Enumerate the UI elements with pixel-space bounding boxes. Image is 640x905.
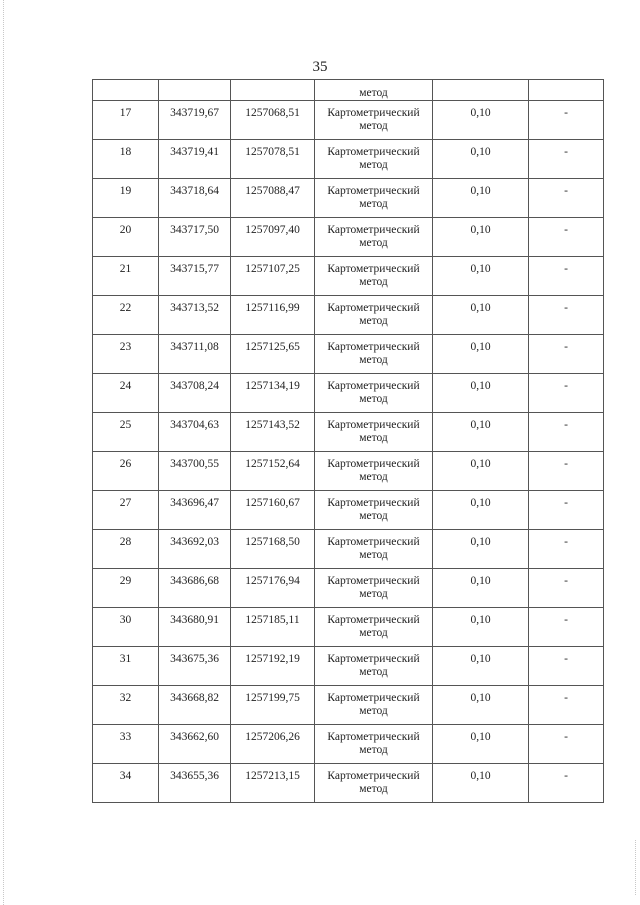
cell-point-number: 23	[93, 335, 159, 374]
cell-description: -	[529, 530, 604, 569]
cell-accuracy: 0,10	[433, 101, 529, 140]
cell-description: -	[529, 218, 604, 257]
cell-description: -	[529, 452, 604, 491]
cell-coordinate-y: 1257068,51	[231, 101, 315, 140]
table-row	[93, 218, 604, 257]
table-row	[93, 101, 604, 140]
cell-coordinate-y	[231, 80, 315, 101]
cell-method: Картометрический метод	[315, 374, 433, 413]
table-row	[93, 569, 604, 608]
cell-description: -	[529, 608, 604, 647]
cell-coordinate-y: 1257078,51	[231, 140, 315, 179]
cell-coordinate-y: 1257107,25	[231, 257, 315, 296]
cell-coordinate-x: 343718,64	[159, 179, 231, 218]
table-row	[93, 374, 604, 413]
cell-description: -	[529, 413, 604, 452]
cell-coordinate-x: 343662,60	[159, 725, 231, 764]
cell-point-number	[93, 80, 159, 101]
cell-description: -	[529, 335, 604, 374]
cell-coordinate-x	[159, 80, 231, 101]
cell-method: Картометрический метод	[315, 686, 433, 725]
cell-method: Картометрический метод	[315, 569, 433, 608]
cell-accuracy: 0,10	[433, 491, 529, 530]
cell-accuracy	[433, 80, 529, 101]
cell-coordinate-x: 343708,24	[159, 374, 231, 413]
table-row	[93, 491, 604, 530]
cell-method: Картометрический метод	[315, 647, 433, 686]
cell-method: Картометрический метод	[315, 335, 433, 374]
cell-accuracy: 0,10	[433, 530, 529, 569]
table-row	[93, 725, 604, 764]
cell-description: -	[529, 140, 604, 179]
cell-accuracy: 0,10	[433, 452, 529, 491]
cell-point-number: 34	[93, 764, 159, 803]
cell-method: Картометрический метод	[315, 608, 433, 647]
cell-point-number: 33	[93, 725, 159, 764]
cell-accuracy: 0,10	[433, 725, 529, 764]
cell-coordinate-y: 1257168,50	[231, 530, 315, 569]
cell-point-number: 27	[93, 491, 159, 530]
cell-coordinate-x: 343713,52	[159, 296, 231, 335]
cell-description: -	[529, 686, 604, 725]
cell-coordinate-y: 1257097,40	[231, 218, 315, 257]
cell-description: -	[529, 374, 604, 413]
cell-point-number: 18	[93, 140, 159, 179]
cell-method: Картометрический метод	[315, 101, 433, 140]
cell-point-number: 32	[93, 686, 159, 725]
table-row	[93, 335, 604, 374]
continuation-row	[93, 80, 604, 101]
cell-description: -	[529, 491, 604, 530]
table-row	[93, 179, 604, 218]
cell-coordinate-x: 343715,77	[159, 257, 231, 296]
cell-point-number: 26	[93, 452, 159, 491]
cell-point-number: 19	[93, 179, 159, 218]
cell-coordinate-x: 343711,08	[159, 335, 231, 374]
cell-point-number: 21	[93, 257, 159, 296]
cell-coordinate-y: 1257116,99	[231, 296, 315, 335]
cell-description: -	[529, 296, 604, 335]
cell-coordinate-x: 343704,63	[159, 413, 231, 452]
cell-coordinate-x: 343700,55	[159, 452, 231, 491]
coordinates-table-body	[93, 80, 604, 803]
cell-point-number: 29	[93, 569, 159, 608]
table-row	[93, 686, 604, 725]
cell-point-number: 17	[93, 101, 159, 140]
table-row	[93, 413, 604, 452]
cell-coordinate-y: 1257134,19	[231, 374, 315, 413]
scan-edge-left	[3, 0, 5, 905]
cell-point-number: 22	[93, 296, 159, 335]
cell-accuracy: 0,10	[433, 296, 529, 335]
cell-coordinate-y: 1257176,94	[231, 569, 315, 608]
cell-accuracy: 0,10	[433, 413, 529, 452]
cell-method: Картометрический метод	[315, 764, 433, 803]
cell-method: Картометрический метод	[315, 413, 433, 452]
cell-method: Картометрический метод	[315, 530, 433, 569]
cell-coordinate-y: 1257199,75	[231, 686, 315, 725]
cell-coordinate-x: 343675,36	[159, 647, 231, 686]
cell-point-number: 28	[93, 530, 159, 569]
cell-point-number: 30	[93, 608, 159, 647]
cell-method: Картометрический метод	[315, 257, 433, 296]
cell-method: Картометрический метод	[315, 218, 433, 257]
cell-coordinate-x: 343668,82	[159, 686, 231, 725]
table-row	[93, 608, 604, 647]
cell-coordinate-y: 1257125,65	[231, 335, 315, 374]
cell-accuracy: 0,10	[433, 257, 529, 296]
cell-accuracy: 0,10	[433, 218, 529, 257]
cell-description: -	[529, 257, 604, 296]
table-row	[93, 647, 604, 686]
cell-point-number: 31	[93, 647, 159, 686]
cell-description: -	[529, 764, 604, 803]
cell-coordinate-y: 1257160,67	[231, 491, 315, 530]
cell-coordinate-y: 1257143,52	[231, 413, 315, 452]
cell-coordinate-x: 343696,47	[159, 491, 231, 530]
page-number: 35	[312, 59, 328, 75]
cell-accuracy: 0,10	[433, 764, 529, 803]
cell-coordinate-x: 343655,36	[159, 764, 231, 803]
table-row	[93, 764, 604, 803]
cell-coordinate-y: 1257192,19	[231, 647, 315, 686]
cell-coordinate-y: 1257088,47	[231, 179, 315, 218]
cell-coordinate-x: 343680,91	[159, 608, 231, 647]
cell-description	[529, 80, 604, 101]
table-row	[93, 257, 604, 296]
table-row	[93, 296, 604, 335]
cell-description: -	[529, 647, 604, 686]
cell-method: Картометрический метод	[315, 491, 433, 530]
cell-accuracy: 0,10	[433, 140, 529, 179]
cell-coordinate-x: 343686,68	[159, 569, 231, 608]
cell-method: Картометрический метод	[315, 296, 433, 335]
coordinates-table	[92, 79, 604, 803]
cell-description: -	[529, 179, 604, 218]
cell-point-number: 20	[93, 218, 159, 257]
cell-accuracy: 0,10	[433, 608, 529, 647]
cell-description: -	[529, 725, 604, 764]
table-row	[93, 452, 604, 491]
cell-method: метод	[315, 80, 433, 101]
table-row	[93, 530, 604, 569]
cell-coordinate-x: 343717,50	[159, 218, 231, 257]
cell-accuracy: 0,10	[433, 647, 529, 686]
cell-accuracy: 0,10	[433, 374, 529, 413]
cell-coordinate-x: 343692,03	[159, 530, 231, 569]
scan-edge-right	[635, 840, 637, 895]
cell-description: -	[529, 101, 604, 140]
cell-coordinate-y: 1257152,64	[231, 452, 315, 491]
cell-accuracy: 0,10	[433, 335, 529, 374]
cell-point-number: 24	[93, 374, 159, 413]
table-row	[93, 140, 604, 179]
cell-point-number: 25	[93, 413, 159, 452]
cell-coordinate-y: 1257185,11	[231, 608, 315, 647]
cell-description: -	[529, 569, 604, 608]
cell-coordinate-y: 1257213,15	[231, 764, 315, 803]
cell-method: Картометрический метод	[315, 452, 433, 491]
cell-method: Картометрический метод	[315, 140, 433, 179]
cell-method: Картометрический метод	[315, 725, 433, 764]
cell-coordinate-x: 343719,41	[159, 140, 231, 179]
cell-coordinate-y: 1257206,26	[231, 725, 315, 764]
cell-accuracy: 0,10	[433, 569, 529, 608]
cell-accuracy: 0,10	[433, 686, 529, 725]
cell-method: Картометрический метод	[315, 179, 433, 218]
cell-coordinate-x: 343719,67	[159, 101, 231, 140]
cell-accuracy: 0,10	[433, 179, 529, 218]
